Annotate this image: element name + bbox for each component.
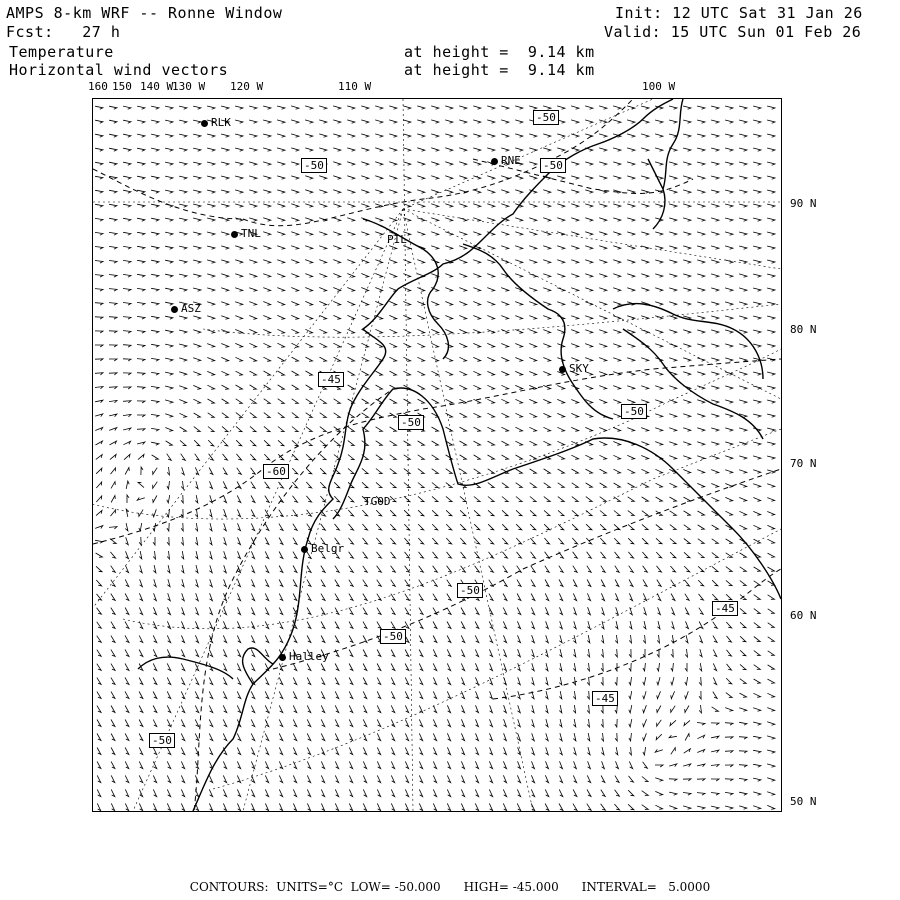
valid-time: Valid: 15 UTC Sun 01 Feb 26 <box>604 23 862 41</box>
lon-label-150: 150 <box>112 80 132 93</box>
station-marker-icon <box>171 306 178 313</box>
field1-name: Temperature <box>9 43 114 61</box>
field1-height: at height = 9.14 km <box>404 43 595 61</box>
lon-label-130w: 130 W <box>172 80 206 93</box>
coastlines <box>138 99 781 811</box>
contour-label: -50 <box>457 583 483 598</box>
contour-label: -50 <box>380 629 406 644</box>
lon-label-110w: 110 W <box>338 80 372 93</box>
station-pil[interactable]: PIL <box>387 233 407 246</box>
lon-label-160: 160 <box>88 80 108 93</box>
station-sky[interactable]: SKY <box>559 362 589 375</box>
contour-label: -50 <box>621 404 647 419</box>
contour-label: -50 <box>533 110 559 125</box>
field2-name: Horizontal wind vectors <box>9 61 229 79</box>
forecast-hour: Fcst: 27 h <box>6 23 121 41</box>
station-asz[interactable]: ASZ <box>171 302 201 315</box>
station-rlk[interactable]: RLK <box>201 116 231 129</box>
lat-label-50n: 50 N <box>790 795 817 808</box>
station-marker-icon <box>301 546 308 553</box>
contour-label: -50 <box>398 415 424 430</box>
station-marker-icon <box>279 654 286 661</box>
contour-label: -50 <box>149 733 175 748</box>
wind-vector-field <box>95 106 775 811</box>
lon-label-140w: 140 W <box>140 80 174 93</box>
map-title: AMPS 8-km WRF -- Ronne Window <box>6 4 283 22</box>
init-time: Init: 12 UTC Sat 31 Jan 26 <box>615 4 863 22</box>
lon-label-120w: 120 W <box>230 80 264 93</box>
contour-info-footer: CONTOURS: UNITS=°C LOW= -50.000 HIGH= -45.000 INTERVAL= 5.0000 <box>189 880 711 894</box>
wind-vectors <box>95 106 775 811</box>
lat-label-70n: 70 N <box>790 457 817 470</box>
contour-label: -45 <box>318 372 344 387</box>
station-rne[interactable]: RNE <box>491 154 521 167</box>
lat-label-90n: 90 N <box>790 197 817 210</box>
station-marker-icon <box>491 158 498 165</box>
station-tnl[interactable]: TNL <box>231 227 261 240</box>
lat-label-80n: 80 N <box>790 323 817 336</box>
contour-label: -45 <box>592 691 618 706</box>
map-canvas <box>93 99 781 811</box>
field2-height: at height = 9.14 km <box>404 61 595 79</box>
station-marker-icon <box>201 120 208 127</box>
station-belgr[interactable]: Belgr <box>301 542 344 555</box>
contour-label: -60 <box>263 464 289 479</box>
lon-label-100w: 100 W <box>642 80 676 93</box>
lat-label-60n: 60 N <box>790 609 817 622</box>
contour-label: -50 <box>301 158 327 173</box>
contour-label: -45 <box>712 601 738 616</box>
contour-label: -50 <box>540 158 566 173</box>
station-halley[interactable]: Halley <box>279 650 329 663</box>
station-marker-icon <box>231 231 238 238</box>
map-panel[interactable] <box>92 98 782 812</box>
station-marker-icon <box>559 366 566 373</box>
station-tgod[interactable]: TGOD <box>364 495 391 508</box>
